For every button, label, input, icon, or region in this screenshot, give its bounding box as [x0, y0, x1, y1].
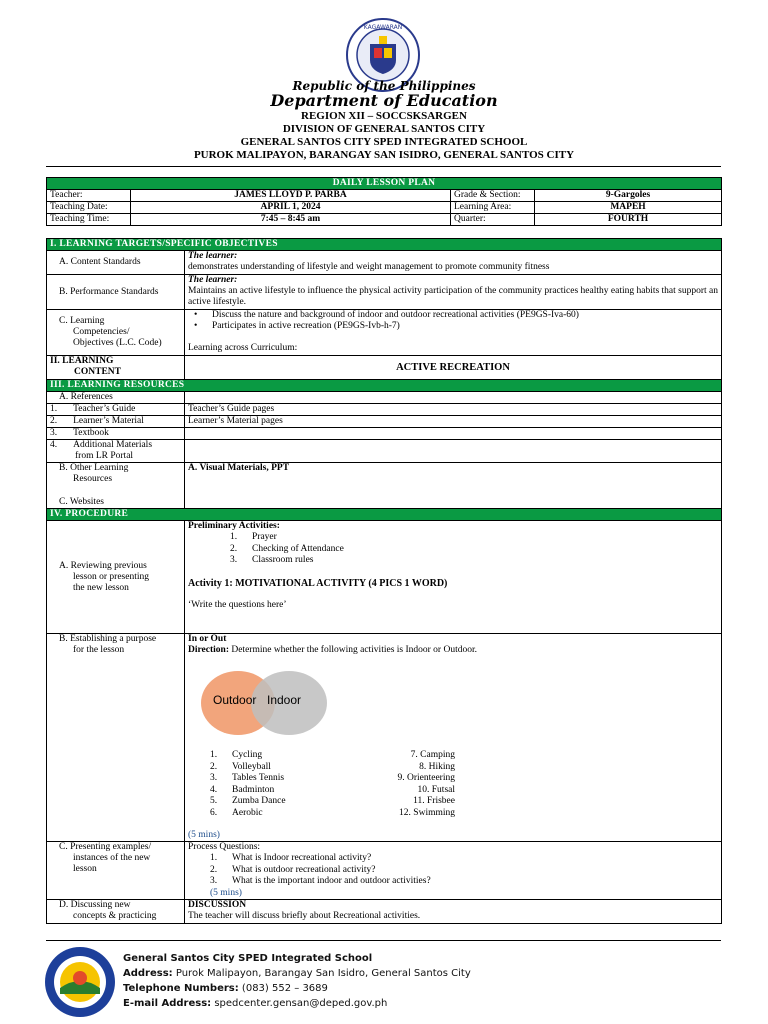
resource-additional-materials: 4. Additional Materials from LR Portal — [47, 440, 185, 463]
process-question: 3. What is the important indoor and outdoor activities? — [210, 876, 431, 886]
performance-standards-label: B. Performance Standards — [47, 275, 185, 310]
footer-telephone: Telephone Numbers: (083) 552 – 3689 — [123, 983, 328, 994]
discussing-concepts-label: D. Discussing new concepts & practicing — [47, 900, 185, 924]
other-resources-label: B. Other Learning Resources C. Websites — [47, 463, 185, 509]
activity-item: 7. Camping — [410, 750, 455, 760]
resource-textbook: 3. Textbook — [47, 428, 185, 440]
activity-item: 3. Tables Tennis — [210, 773, 285, 783]
department-title: Department of Education — [270, 91, 498, 110]
learning-content-label: II. LEARNING CONTENT — [47, 356, 185, 380]
school-seal-logo — [44, 946, 116, 1018]
quarter-value: FOURTH — [535, 214, 722, 226]
section-objectives: I. LEARNING TARGETS/SPECIFIC OBJECTIVES — [47, 239, 722, 251]
activity-item: 2. Volleyball — [210, 761, 271, 772]
grade-label: Grade & Section: — [451, 190, 535, 202]
section-procedure: IV. PROCEDURE — [47, 509, 722, 521]
resource-teachers-guide: 1. Teacher’s Guide — [47, 404, 185, 416]
activity-1-title: Activity 1: MOTIVATIONAL ACTIVITY (4 PICS 1 WORD) — [188, 577, 448, 589]
area-label: Learning Area: — [451, 202, 535, 214]
footer-divider — [46, 940, 721, 941]
lesson-info-table — [46, 177, 722, 226]
time-allotment: (5 mins) — [188, 830, 220, 840]
learner-heading-2: The learner: — [188, 275, 238, 285]
lesson-plan-table — [46, 238, 722, 924]
time-label: Teaching Time: — [47, 214, 131, 226]
activity-item: 9. Orienteering — [397, 773, 455, 783]
header-divider — [46, 166, 721, 167]
discussion-text: The teacher will discuss briefly about Recreational activities. — [188, 911, 421, 921]
date-label: Teaching Date: — [47, 202, 131, 214]
section-resources: III. LEARNING RESOURCES — [47, 380, 722, 392]
preliminary-item: 2. Checking of Attendance — [230, 543, 344, 554]
activities-list-right — [365, 750, 455, 819]
process-question: 1. What is Indoor recreational activity? — [210, 853, 372, 863]
activities-list-left — [185, 750, 365, 819]
time-value: 7:45 – 8:45 am — [131, 214, 451, 226]
websites-label: C. Websites — [59, 497, 104, 507]
learning-content-value: ACTIVE RECREATION — [185, 356, 722, 380]
process-questions-title: Process Questions: — [188, 842, 261, 852]
region-line: REGION XII – SOCCSKSARGEN — [301, 110, 467, 122]
venn-diagram — [201, 671, 341, 735]
teacher-value: JAMES LLOYD P. PARBA — [131, 190, 451, 202]
write-questions-note: ‘Write the questions here’ — [188, 599, 287, 610]
discussion-title: DISCUSSION — [188, 900, 247, 910]
other-resources-value: A. Visual Materials, PPT — [185, 463, 722, 509]
learners-material-value: Learner’s Material pages — [185, 416, 722, 428]
preliminary-item: 3. Classroom rules — [230, 555, 314, 565]
preliminary-item: 1. Prayer — [230, 532, 277, 542]
competencies-label: C. Learning Competencies/ Objectives (L.C. Code) — [47, 310, 185, 356]
venn-indoor-label: Indoor — [267, 693, 302, 707]
dlp-title: DAILY LESSON PLAN — [47, 178, 722, 190]
venn-outdoor-label: Outdoor — [213, 693, 257, 707]
quarter-label: Quarter: — [451, 214, 535, 226]
references-label: A. References — [47, 392, 185, 404]
process-question: 2. What is outdoor recreational activity? — [210, 864, 376, 875]
time-allotment: (5 mins) — [210, 887, 242, 898]
competency-item: • Participates in active recreation (PE9GS-Ivb-h-7) — [194, 321, 400, 331]
teacher-label: Teacher: — [47, 190, 131, 202]
footer-email[interactable]: E-mail Address: spedcenter.gensan@deped.gov.ph — [123, 998, 388, 1009]
address-line: PUROK MALIPAYON, BARANGAY SAN ISIDRO, GENERAL SANTOS CITY — [193, 149, 575, 161]
teachers-guide-value: Teacher’s Guide pages — [185, 404, 722, 416]
activity-item: 4. Badminton — [210, 784, 275, 795]
activity-item: 6. Aerobic — [210, 807, 263, 818]
svg-text:KAGAWARAN: KAGAWARAN — [363, 24, 403, 31]
content-standards-text: demonstrates understanding of lifestyle and weight management to promote community fitness — [188, 262, 550, 272]
preliminary-activities-title: Preliminary Activities: — [188, 521, 280, 531]
competency-item: • Discuss the nature and background of indoor and outdoor recreational activities (PE9GS-Iva-60) — [194, 310, 579, 320]
area-value: MAPEH — [535, 202, 722, 214]
republic-line: Republic of the Philippines — [292, 79, 476, 93]
content-standards-label: A. Content Standards — [47, 251, 185, 275]
presenting-examples-label: C. Presenting examples/ instances of the new lesson — [47, 842, 185, 900]
activity-item: 5. Zumba Dance — [210, 796, 286, 806]
learner-heading: The learner: — [188, 251, 238, 261]
activity-item: 8. Hiking — [419, 761, 455, 772]
learning-across-curriculum: Learning across Curriculum: — [188, 343, 298, 353]
in-or-out-title: In or Out — [188, 634, 227, 644]
reviewing-lesson-label: A. Reviewing previous lesson or presenting the new lesson — [47, 521, 185, 634]
date-value: APRIL 1, 2024 — [131, 202, 451, 214]
resource-learners-material: 2. Learner’s Material — [47, 416, 185, 428]
activity-item: 1. Cycling — [210, 750, 263, 760]
direction-text: Direction: Determine whether the following activities is Indoor or Outdoor. — [188, 645, 477, 655]
performance-standards-text: Maintains an active lifestyle to influence the physical activity participation of the community practices healthy eating habits that support an active lifestyle. — [188, 286, 719, 307]
establishing-purpose-label: B. Establishing a purpose for the lesson — [47, 634, 185, 842]
footer-school-name: General Santos City SPED Integrated School — [123, 953, 373, 964]
school-line: GENERAL SANTOS CITY SPED INTEGRATED SCHOOL — [240, 136, 528, 148]
activity-item: 10. Futsal — [417, 784, 455, 795]
grade-value: 9-Gargoles — [535, 190, 722, 202]
activity-item: 11. Frisbee — [413, 796, 455, 806]
division-line: DIVISION OF GENERAL SANTOS CITY — [282, 123, 486, 135]
activity-item: 12. Swimming — [399, 807, 455, 818]
footer-address: Address: Purok Malipayon, Barangay San Isidro, General Santos City — [123, 968, 471, 979]
